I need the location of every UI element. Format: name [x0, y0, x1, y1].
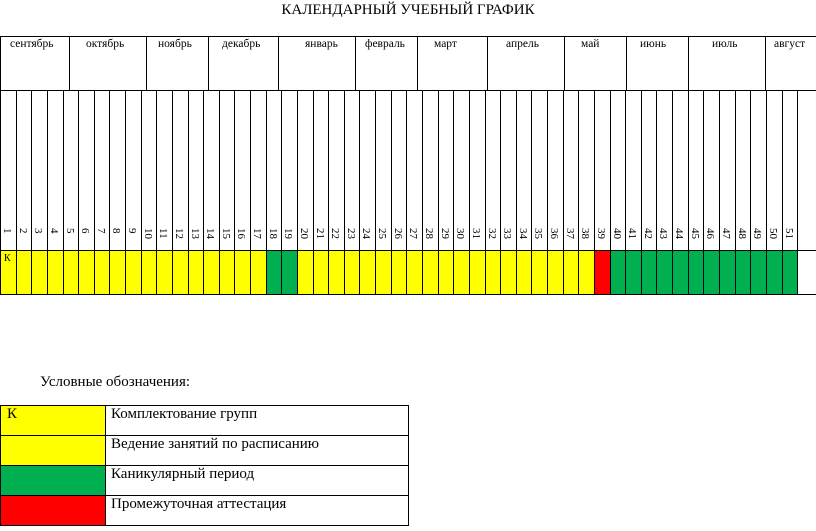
week-status-cell — [219, 250, 234, 294]
month-label: август — [774, 38, 806, 50]
week-number-label: 1 — [1, 228, 13, 234]
grid-line-vertical — [656, 90, 657, 295]
week-number-label: 14 — [204, 228, 216, 239]
week-status-cell — [281, 250, 297, 294]
grid-line-vertical — [391, 90, 392, 295]
week-number-label: 15 — [220, 228, 232, 239]
month-label: апрель — [506, 38, 539, 50]
month-label: сентябрь — [10, 38, 54, 50]
grid-line-vertical — [485, 90, 486, 295]
grid-line-horizontal — [0, 294, 816, 295]
legend-table — [0, 405, 409, 526]
grid-line-vertical — [626, 36, 627, 90]
grid-line-vertical — [564, 36, 565, 90]
week-status-cell — [141, 250, 156, 294]
grid-line-vertical — [125, 90, 126, 295]
grid-line-vertical — [610, 90, 611, 295]
grid-line-vertical — [703, 90, 704, 295]
week-status-cell — [485, 250, 500, 294]
week-number-label: 35 — [532, 228, 544, 239]
week-status-cell — [438, 250, 453, 294]
grid-line-vertical — [688, 90, 689, 295]
grid-line-vertical — [16, 90, 17, 295]
grid-line-vertical — [31, 90, 32, 295]
legend-swatch — [1, 436, 106, 466]
grid-line-vertical — [500, 90, 501, 295]
week-status-cell — [391, 250, 406, 294]
week-status-cell — [719, 250, 735, 294]
grid-line-vertical — [782, 90, 783, 295]
week-number-label: 39 — [595, 228, 607, 239]
week-status-cell — [782, 250, 797, 294]
week-number-label: 17 — [251, 228, 263, 239]
grid-line-horizontal — [0, 250, 816, 251]
week-status-cell — [688, 250, 703, 294]
grid-line-horizontal — [0, 36, 816, 37]
grid-line-vertical — [266, 90, 267, 295]
week-status-cell — [516, 250, 531, 294]
grid-line-vertical — [94, 90, 95, 295]
week-number-label: 16 — [235, 228, 247, 239]
week-number-label: 34 — [517, 228, 529, 239]
month-label: декабрь — [222, 38, 261, 50]
week-status-cell — [313, 250, 328, 294]
grid-line-vertical — [281, 90, 282, 295]
grid-line-vertical — [0, 90, 1, 295]
grid-line-vertical — [563, 90, 564, 295]
month-label: июнь — [640, 38, 667, 50]
grid-line-vertical — [0, 36, 1, 90]
grid-line-vertical — [141, 90, 142, 295]
grid-line-vertical — [765, 36, 766, 90]
grid-line-vertical — [63, 90, 64, 295]
week-number-label: 50 — [767, 228, 779, 239]
grid-line-vertical — [203, 90, 204, 295]
week-status-cell — [547, 250, 563, 294]
grid-line-vertical — [641, 90, 642, 295]
grid-line-vertical — [422, 90, 423, 295]
week-status-cell — [203, 250, 219, 294]
week-status-cell — [672, 250, 688, 294]
grid-line-vertical — [188, 90, 189, 295]
week-status-cell — [406, 250, 422, 294]
week-status-cell — [625, 250, 641, 294]
legend-label: Ведение занятий по расписанию — [106, 436, 409, 466]
grid-line-vertical — [797, 90, 798, 295]
legend-label: Комплектование групп — [106, 406, 409, 436]
month-label: октябрь — [86, 38, 125, 50]
grid-line-vertical — [688, 36, 689, 90]
week-number-label: 13 — [189, 228, 201, 239]
week-number-label: 24 — [360, 228, 372, 239]
week-status-cell — [750, 250, 766, 294]
legend-row — [1, 436, 409, 466]
grid-line-vertical — [531, 90, 532, 295]
week-status-cell — [328, 250, 344, 294]
week-status-cell — [469, 250, 485, 294]
week-number-label: 29 — [439, 228, 451, 239]
week-number-label: 41 — [626, 228, 638, 239]
week-status-cell — [594, 250, 610, 294]
grid-line-vertical — [453, 90, 454, 295]
week-status-cell — [766, 250, 782, 294]
week-number-label: 23 — [345, 228, 357, 239]
week-number-label: 44 — [673, 228, 685, 239]
week-number-label: 32 — [486, 228, 498, 239]
week-number-label: 43 — [657, 228, 669, 239]
legend-swatch — [1, 466, 106, 496]
legend-title: Условные обозначения: — [40, 374, 191, 390]
week-number-label: 3 — [32, 228, 44, 234]
week-status-cell — [735, 250, 750, 294]
week-number-label: 45 — [689, 228, 701, 239]
week-status-cell — [16, 250, 31, 294]
week-number-label: 25 — [376, 228, 388, 239]
grid-line-vertical — [406, 90, 407, 295]
week-status-cell — [375, 250, 391, 294]
grid-line-vertical — [735, 90, 736, 295]
grid-line-vertical — [487, 36, 488, 90]
week-number-label: 4 — [48, 228, 60, 234]
legend-mark: К — [7, 406, 18, 422]
month-label: июль — [712, 38, 738, 50]
week-number-label: 49 — [751, 228, 763, 239]
week-number-label: 5 — [64, 228, 76, 234]
grid-line-vertical — [156, 90, 157, 295]
week-number-label: 27 — [407, 228, 419, 239]
grid-line-horizontal — [0, 90, 816, 91]
month-label: февраль — [365, 38, 405, 50]
week-status-cell — [500, 250, 516, 294]
grid-line-vertical — [438, 90, 439, 295]
week-number-label: 26 — [392, 228, 404, 239]
grid-line-vertical — [359, 90, 360, 295]
week-number-label: 30 — [454, 228, 466, 239]
week-number-label: 20 — [298, 228, 310, 239]
week-status-cell — [31, 250, 47, 294]
week-status-cell — [250, 250, 266, 294]
grid-line-vertical — [516, 90, 517, 295]
week-status-cell — [125, 250, 141, 294]
month-label: ноябрь — [158, 38, 192, 50]
week-number-label: 8 — [110, 228, 122, 234]
week-status-cell — [453, 250, 469, 294]
grid-line-vertical — [172, 90, 173, 295]
week-number-label: 38 — [579, 228, 591, 239]
calendar-grid — [0, 36, 816, 295]
week-number-label: 22 — [329, 228, 341, 239]
week-status-cell — [94, 250, 109, 294]
week-status-cell — [234, 250, 250, 294]
week-number-label: 19 — [282, 228, 294, 239]
week-status-cell — [703, 250, 719, 294]
week-status-cell — [109, 250, 125, 294]
grid-line-vertical — [766, 90, 767, 295]
grid-line-vertical — [547, 90, 548, 295]
legend-row — [1, 406, 409, 436]
grid-line-vertical — [469, 90, 470, 295]
week-number-label: 2 — [17, 228, 29, 234]
month-label: май — [581, 38, 600, 50]
week-number-label: 36 — [548, 228, 560, 239]
grid-line-vertical — [417, 36, 418, 90]
grid-line-vertical — [69, 36, 70, 90]
legend-row — [1, 466, 409, 496]
grid-line-vertical — [250, 90, 251, 295]
page-title: КАЛЕНДАРНЫЙ УЧЕБНЫЙ ГРАФИК — [281, 2, 535, 18]
grid-line-vertical — [278, 36, 279, 90]
week-number-label: 18 — [267, 228, 279, 239]
grid-line-vertical — [625, 90, 626, 295]
week-number-label: 21 — [314, 228, 326, 239]
grid-line-vertical — [219, 90, 220, 295]
week-status-cell — [422, 250, 438, 294]
week-number-label: 33 — [501, 228, 513, 239]
grid-line-vertical — [672, 90, 673, 295]
grid-line-vertical — [47, 90, 48, 295]
legend-label: Каникулярный период — [106, 466, 409, 496]
week-status-cell — [610, 250, 625, 294]
grid-line-vertical — [578, 90, 579, 295]
week-status-cell — [297, 250, 313, 294]
week-status-cell — [641, 250, 656, 294]
week-number-label: 42 — [642, 228, 654, 239]
week-number-label: 6 — [79, 228, 91, 234]
week-status-cell — [78, 250, 94, 294]
first-week-mark: К — [4, 253, 11, 264]
grid-line-vertical — [355, 36, 356, 90]
grid-line-vertical — [594, 90, 595, 295]
week-number-label: 11 — [157, 228, 169, 239]
week-number-label: 12 — [173, 228, 185, 239]
legend-label: Промежуточная аттестация — [106, 496, 409, 526]
week-number-label: 46 — [704, 228, 716, 239]
legend-row — [1, 496, 409, 526]
grid-line-vertical — [234, 90, 235, 295]
grid-line-vertical — [78, 90, 79, 295]
month-label: январь — [305, 38, 338, 50]
grid-line-vertical — [208, 36, 209, 90]
grid-line-vertical — [146, 36, 147, 90]
grid-line-vertical — [109, 90, 110, 295]
legend-swatch — [1, 496, 106, 526]
week-status-cell — [172, 250, 188, 294]
grid-line-vertical — [297, 90, 298, 295]
week-number-label: 10 — [142, 228, 154, 239]
grid-line-vertical — [719, 90, 720, 295]
legend-swatch — [1, 406, 106, 436]
grid-line-vertical — [750, 90, 751, 295]
week-status-cell — [188, 250, 203, 294]
week-status-cell — [563, 250, 578, 294]
week-status-cell — [63, 250, 78, 294]
week-status-cell — [156, 250, 172, 294]
week-status-cell — [344, 250, 359, 294]
week-number-label: 28 — [423, 228, 435, 239]
grid-line-vertical — [313, 90, 314, 295]
week-number-label: 47 — [720, 228, 732, 239]
month-label: март — [434, 38, 457, 50]
week-status-cell — [656, 250, 672, 294]
grid-line-vertical — [328, 90, 329, 295]
grid-line-vertical — [344, 90, 345, 295]
week-status-cell — [266, 250, 281, 294]
week-status-cell — [359, 250, 375, 294]
week-status-cell — [47, 250, 63, 294]
week-number-label: 37 — [564, 228, 576, 239]
week-number-label: 7 — [95, 228, 107, 234]
week-number-label: 48 — [736, 228, 748, 239]
week-number-label: 31 — [470, 228, 482, 239]
week-number-label: 51 — [783, 228, 795, 239]
week-number-label: 9 — [126, 228, 138, 234]
week-number-label: 40 — [611, 228, 623, 239]
week-status-cell — [531, 250, 547, 294]
grid-line-vertical — [375, 90, 376, 295]
week-status-cell — [578, 250, 594, 294]
